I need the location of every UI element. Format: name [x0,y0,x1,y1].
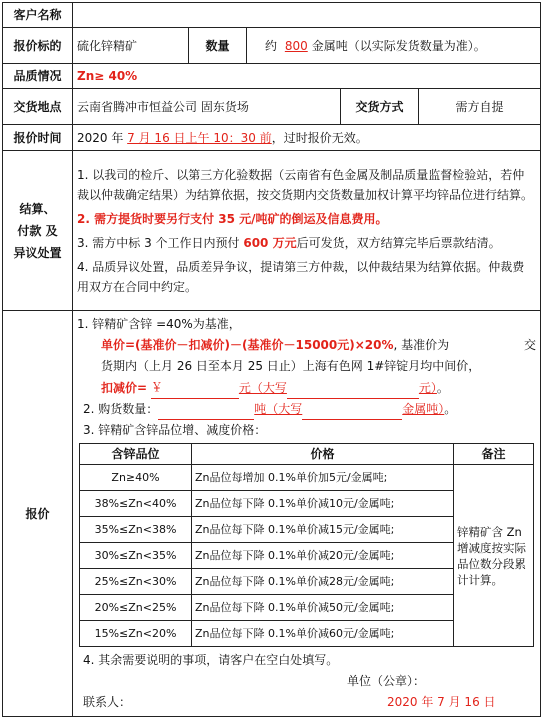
remark-cell: 锌精矿含 Zn 增减度按实际品位数分段累计计算。 [454,465,534,647]
quote-time-suffix: ，过时报价无效。 [271,130,368,145]
grade-cell: 30%≤Zn<35% [80,543,192,569]
company-seal-line [347,671,536,692]
deduction-label: 扣减价= [101,381,148,395]
customer-name-label: 客户名称 [3,3,73,28]
price-formula: 单价=(基准价－扣减价)－(基准价－15000元)×20% [101,338,394,352]
quote-item-3-title: 3. 锌精矿含锌品位增、减度价格： [83,423,267,437]
remark-header: 备注 [454,444,534,465]
price-cell: Zn品位每下降 0.1%单价减15元/金属吨; [192,517,454,543]
quote-content [73,311,541,717]
purchase-quantity-words-field[interactable] [302,419,402,420]
grade-cell: 35%≤Zn<38% [80,517,192,543]
quote-item-2-line [83,399,536,420]
grade-cell: 20%≤Zn<25% [80,595,192,621]
quote-time-deadline: 7 月 16 日上午 10：30 前 [127,130,272,145]
price-formula-tail-end: 交 [524,338,537,352]
deduction-line [101,377,536,399]
settlement-label-line-1: 结算、 [19,201,56,216]
deduction-currency: ￥ [150,380,163,394]
quantity-value-cell [247,28,541,64]
company-seal-label: 单位（公章）： [347,674,426,688]
quote-time-prefix: 2020 年 [77,130,128,145]
purchase-unit: 吨（大写 [254,402,303,416]
deduction-yuan-label: 元（大写 [238,381,287,395]
delivery-place-label: 交货地点 [3,89,73,125]
quote-item-label: 报价标的 [3,28,73,64]
delivery-mode-label: 交货方式 [341,89,419,125]
quote-item-4: 4. 其余需要说明的事项，请客户在空白处填写。 [83,653,339,667]
settlement-label [3,151,73,311]
settlement-label-line-3: 异议处置 [13,245,62,260]
grade-price-table [79,443,534,647]
settlement-term-2: 2. 需方提货时要另行支付 35 元/吨矿的倒运及信息费用。 [77,211,388,226]
quantity-amount: 800 [284,38,308,53]
grade-header: 含锌品位 [80,444,192,465]
settlement-term-4: 4. 品质异议处置，品质差异争议，提请第三方仲裁，以仲裁结果为结算依据。仲裁费用双方在合同中约定。 [77,259,525,294]
quote-label: 报价 [3,311,73,717]
quantity-prefix: 约 [265,38,278,53]
price-cell: Zn品位每下降 0.1%单价减20元/金属吨; [192,543,454,569]
settlement-label-line-2: 付款 及 [17,223,58,238]
price-formula-line [101,335,536,356]
quotation-form [2,2,541,717]
contact-label: 联系人： [83,695,132,709]
quality-label: 品质情况 [3,64,73,89]
price-formula-tail: , 基准价为 [393,338,450,352]
settlement-term-3 [77,231,536,255]
delivery-place-value: 云南省腾冲市恒益公司 固东货场 [73,89,341,125]
settlement-term-3-b: 后可发货，双方结算完毕后票款结清。 [296,235,501,250]
customer-name-field[interactable] [73,3,541,28]
quote-time-value [73,125,541,151]
grade-cell: 15%≤Zn<20% [80,621,192,647]
product-name: 硫化锌精矿 [73,28,189,64]
price-cell: Zn品位每下降 0.1%单价减50元/金属吨; [192,595,454,621]
deduction-end: 。 [436,381,449,395]
prepayment-amount: 600 万元 [243,235,297,250]
quote-item-1-title: 1. 锌精矿含锌 =40%为基准， [77,317,241,331]
delivery-mode-value: 需方自提 [419,89,541,125]
base-price-description: 货期内（上月 26 日至本月 25 日止）上海有色网 1#锌锭月均中间价， [101,359,481,373]
contact-date-line [77,692,536,713]
settlement-term-1: 1. 以我司的检斤、以第三方化验数据（云南省有色金属及制品质量监督检验站，若仲裁以仲裁确定结果）为结算依据，按交货期内交货数量加权计算平均锌品位进行结算。 [77,167,534,202]
price-cell: Zn品位每下降 0.1%单价减60元/金属吨; [192,621,454,647]
price-cell: Zn品位每下降 0.1%单价减10元/金属吨; [192,491,454,517]
purchase-end: 。 [444,402,457,416]
settlement-terms [73,151,541,311]
quantity-suffix: 金属吨（以实际发货数量为准）。 [311,38,486,53]
grade-cell: Zn≥40% [80,465,192,491]
quote-item-2-label: 2. 购货数量： [83,402,159,416]
deduction-close: 元） [418,381,437,395]
purchase-metal-ton: 金属吨） [402,402,445,416]
grade-cell: 25%≤Zn<30% [80,569,192,595]
price-cell: Zn品位每下降 0.1%单价减28元/金属吨; [192,569,454,595]
price-cell: Zn品位每增加 0.1%单价加5元/金属吨; [192,465,454,491]
grade-cell: 38%≤Zn<40% [80,491,192,517]
quote-date: 2020 年 7 月 16 日 [387,695,496,709]
price-header: 价格 [192,444,454,465]
quote-time-label: 报价时间 [3,125,73,151]
quality-value: Zn≥ 40% [73,64,541,89]
settlement-term-3-a: 3. 需方中标 3 个工作日内预付 [77,235,244,250]
deduction-amount-field[interactable] [151,377,239,399]
quantity-label: 数量 [189,28,247,64]
